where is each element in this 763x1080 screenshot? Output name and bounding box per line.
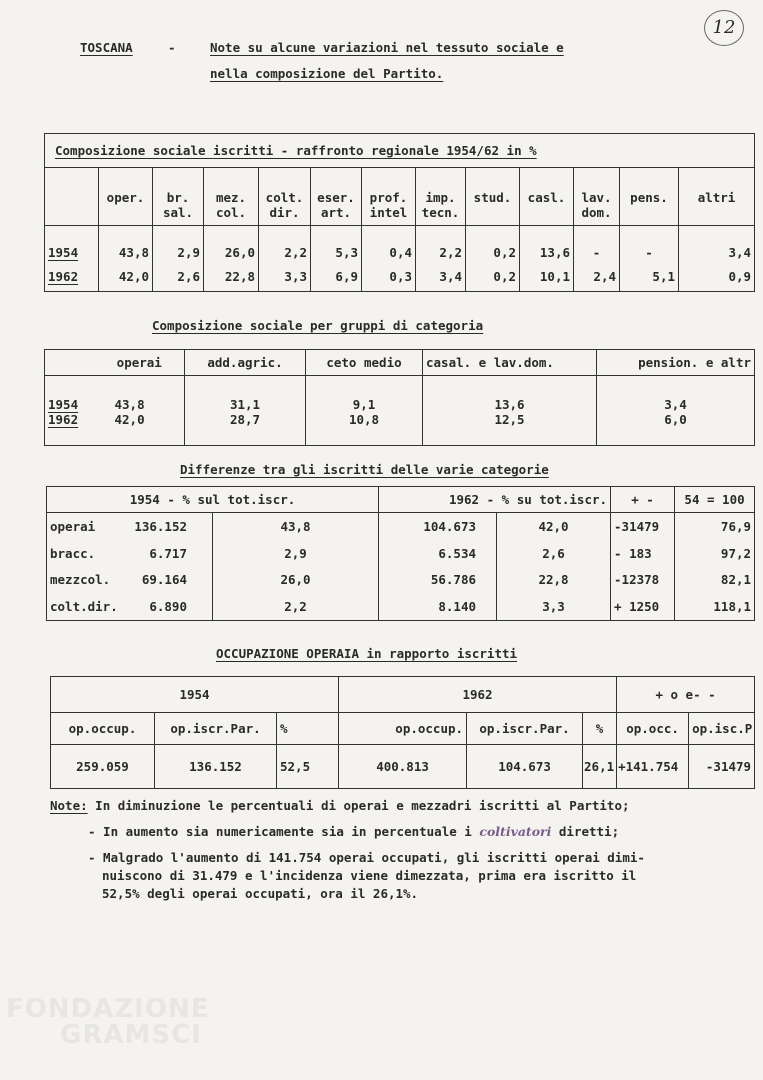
table1-cell: 13,6 <box>520 226 574 262</box>
table4-cell: -31479 <box>689 745 755 789</box>
table1-cell: 26,0 <box>204 226 259 262</box>
table1-header: casl. <box>520 168 574 226</box>
table1-header: br. sal. <box>153 168 204 226</box>
table4-header: % <box>583 713 617 745</box>
table-category-differences <box>46 486 755 621</box>
table1-year: 1962 <box>45 262 99 292</box>
table-social-composition <box>44 133 755 292</box>
watermark-logo: FONDAZIONE <box>6 994 210 1024</box>
table4-header: op.iscr.Par. <box>155 713 277 745</box>
table3-label: colt.dir. 6.890 <box>47 593 213 621</box>
table-row <box>47 567 755 593</box>
table1-cell: 42,0 <box>99 262 153 292</box>
table4-cell: 52,5 <box>277 745 339 789</box>
table1-cell: - <box>574 226 620 262</box>
table1-header: altri <box>679 168 755 226</box>
table1-cell: 5,3 <box>311 226 362 262</box>
table2-year: 1954 <box>45 376 95 412</box>
table3-cell: 8.140 <box>379 593 497 621</box>
table3-cell: 26,0 <box>213 567 379 593</box>
table4-cell: 136.152 <box>155 745 277 789</box>
table3-header: 54 = 100 <box>675 487 755 513</box>
notes-item-cont: 52,5% degli operai occupati, ora il 26,1%. <box>102 886 419 901</box>
table4-header: + o e- - <box>617 677 755 713</box>
table3-cell: 56.786 <box>379 567 497 593</box>
table4-cell: 104.673 <box>467 745 583 789</box>
table1-header: lav. dom. <box>574 168 620 226</box>
table1-cell: 3,4 <box>416 262 466 292</box>
table1-year: 1954 <box>45 226 99 262</box>
table1-cell: 2,2 <box>259 226 311 262</box>
table3-header: 1962 - % su tot.iscr. <box>379 487 611 513</box>
table4-header: op.occup. <box>339 713 467 745</box>
table3-cell: 2,9 <box>213 541 379 567</box>
table3-label: mezzcol. 69.164 <box>47 567 213 593</box>
table2-cell: 12,5 <box>423 412 597 446</box>
table2-cell: 9,1 <box>306 376 423 412</box>
table4-header: op.iscr.Par. <box>467 713 583 745</box>
table3-cell: 43,8 <box>213 513 379 541</box>
table2-cell: 13,6 <box>423 376 597 412</box>
table1-cell: 2,4 <box>574 262 620 292</box>
notes-line <box>50 798 630 813</box>
table1-cell: 2,6 <box>153 262 204 292</box>
table1-header: eser. art. <box>311 168 362 226</box>
table4-cell: 400.813 <box>339 745 467 789</box>
table1-cell: 3,4 <box>679 226 755 262</box>
table1-header: mez. col. <box>204 168 259 226</box>
table2-header: add.agric. <box>185 350 306 376</box>
table3-title: Differenze tra gli iscritti delle varie categorie <box>180 462 549 477</box>
table2-title: Composizione sociale per gruppi di categoria <box>152 318 484 333</box>
header-dash: - <box>168 40 176 55</box>
table3-header: 1954 - % sul tot.iscr. <box>47 487 379 513</box>
table4-header: % <box>277 713 339 745</box>
table1-cell: 10,1 <box>520 262 574 292</box>
table1-cell: 2,9 <box>153 226 204 262</box>
table-row <box>45 226 755 262</box>
table-worker-employment <box>50 676 755 789</box>
handwritten-annotation: coltivatori <box>479 824 552 839</box>
table1-cell: 0,2 <box>466 262 520 292</box>
table2-cell: 31,1 <box>185 376 306 412</box>
table-row <box>47 513 755 541</box>
table2-cell: 10,8 <box>306 412 423 446</box>
table-row <box>47 593 755 621</box>
table1-header: pens. <box>620 168 679 226</box>
table3-cell: 6.534 <box>379 541 497 567</box>
table-row <box>51 745 755 789</box>
table4-title: OCCUPAZIONE OPERAIA in rapporto iscritti <box>216 646 518 661</box>
table1-cell: 6,9 <box>311 262 362 292</box>
table2-corner <box>45 350 95 376</box>
table3-cell: 104.673 <box>379 513 497 541</box>
table1-cell: 2,2 <box>416 226 466 262</box>
table1-title: Composizione sociale iscritti - raffronto regionale 1954/62 in % <box>45 134 755 168</box>
table3-cell: + 1250 <box>611 593 675 621</box>
table1-header: colt. dir. <box>259 168 311 226</box>
watermark-logo: GRAMSCI <box>60 1020 202 1050</box>
table-row <box>45 262 755 292</box>
table-row <box>47 541 755 567</box>
table3-cell: 76,9 <box>675 513 755 541</box>
table1-cell: 5,1 <box>620 262 679 292</box>
table3-cell: 3,3 <box>497 593 611 621</box>
notes-item: - Malgrado l'aumento di 141.754 operai occupati, gli iscritti operai dimi- <box>88 850 645 865</box>
table2-cell: 28,7 <box>185 412 306 446</box>
table1-cell: 22,8 <box>204 262 259 292</box>
table-category-groups <box>44 349 755 446</box>
table2-year: 1962 <box>45 412 95 446</box>
notes-item: - In aumento sia numericamente sia in percentuale i coltivatori diretti; <box>88 824 620 839</box>
table2-header: operai <box>95 350 185 376</box>
table4-header: op.occ. <box>617 713 689 745</box>
table2-header: ceto medio <box>306 350 423 376</box>
table1-header: imp. tecn. <box>416 168 466 226</box>
table1-cell: 43,8 <box>99 226 153 262</box>
table-row <box>45 412 755 446</box>
table3-cell: 97,2 <box>675 541 755 567</box>
table4-header: op.isc.P <box>689 713 755 745</box>
table1-cell: 0,4 <box>362 226 416 262</box>
table2-cell: 6,0 <box>597 412 755 446</box>
table3-cell: - 183 <box>611 541 675 567</box>
table3-cell: 82,1 <box>675 567 755 593</box>
notes-label: Note: <box>50 798 88 813</box>
table3-cell: 118,1 <box>675 593 755 621</box>
table3-cell: 42,0 <box>497 513 611 541</box>
table2-cell: 43,8 <box>95 376 185 412</box>
table1-cell: 0,2 <box>466 226 520 262</box>
notes-item-cont: nuiscono di 31.479 e l'incidenza viene dimezzata, prima era iscritto il <box>102 868 637 883</box>
title-line-1: Note su alcune variazioni nel tessuto sociale e <box>210 40 564 55</box>
table3-cell: -31479 <box>611 513 675 541</box>
table-row <box>45 376 755 412</box>
table4-header: 1962 <box>339 677 617 713</box>
page-number <box>704 10 744 46</box>
table4-cell: 259.059 <box>51 745 155 789</box>
table1-cell: 0,9 <box>679 262 755 292</box>
table3-cell: 22,8 <box>497 567 611 593</box>
table2-header: casal. e lav.dom. <box>423 350 597 376</box>
table1-header: oper. <box>99 168 153 226</box>
table2-header: pension. e altr <box>597 350 755 376</box>
table1-header: prof. intel <box>362 168 416 226</box>
table1-cell: 3,3 <box>259 262 311 292</box>
table1-cell: 0,3 <box>362 262 416 292</box>
title-line-2: nella composizione del Partito. <box>210 66 444 81</box>
region-label: TOSCANA <box>80 40 133 55</box>
notes-text: In diminuzione le percentuali di operai e mezzadri iscritti al Partito; <box>95 798 630 813</box>
page-number-text: 12 <box>712 17 736 38</box>
table4-cell: +141.754 <box>617 745 689 789</box>
table3-cell: -12378 <box>611 567 675 593</box>
table1-cell: - <box>620 226 679 262</box>
table2-cell: 3,4 <box>597 376 755 412</box>
table4-header: op.occup. <box>51 713 155 745</box>
table1-header: stud. <box>466 168 520 226</box>
table1-crossed-header <box>45 168 99 226</box>
table3-cell: 2,6 <box>497 541 611 567</box>
table2-cell: 42,0 <box>95 412 185 446</box>
table3-header: + - <box>611 487 675 513</box>
table3-label: operai 136.152 <box>47 513 213 541</box>
table4-header: 1954 <box>51 677 339 713</box>
table3-label: bracc. 6.717 <box>47 541 213 567</box>
table4-cell: 26,1 <box>583 745 617 789</box>
table3-cell: 2,2 <box>213 593 379 621</box>
